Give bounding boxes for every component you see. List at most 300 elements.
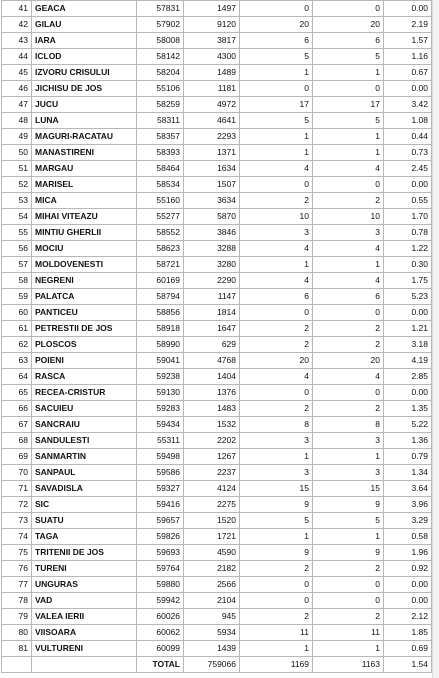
population-cell: 1483 — [184, 401, 240, 417]
row-index-cell: 76 — [2, 561, 32, 577]
percent-cell: 2.85 — [384, 369, 432, 385]
locality-name-cell: ICLOD — [32, 49, 137, 65]
row-index-cell: 68 — [2, 433, 32, 449]
siruta-code-cell: 58918 — [137, 321, 184, 337]
table-row — [2, 561, 432, 577]
locality-name-cell: SIC — [32, 497, 137, 513]
population-cell: 5870 — [184, 209, 240, 225]
count-a-cell: 2 — [240, 337, 313, 353]
table-row — [2, 17, 432, 33]
siruta-code-cell: 58794 — [137, 289, 184, 305]
count-a-cell: 2 — [240, 609, 313, 625]
count-b-cell: 17 — [313, 97, 384, 113]
population-cell: 1814 — [184, 305, 240, 321]
locality-name-cell: MARISEL — [32, 177, 137, 193]
count-a-cell: 0 — [240, 1, 313, 17]
count-a-cell: 1 — [240, 529, 313, 545]
count-a-cell: 6 — [240, 33, 313, 49]
row-index-cell: 47 — [2, 97, 32, 113]
population-cell: 2104 — [184, 593, 240, 609]
siruta-code-cell: 58142 — [137, 49, 184, 65]
count-a-cell: 0 — [240, 577, 313, 593]
count-b-cell: 4 — [313, 241, 384, 257]
population-cell: 4768 — [184, 353, 240, 369]
count-a-cell: 9 — [240, 497, 313, 513]
locality-name-cell: SANDULESTI — [32, 433, 137, 449]
count-b-cell: 11 — [313, 625, 384, 641]
total-percent: 1.54 — [384, 657, 432, 673]
row-index-cell: 74 — [2, 529, 32, 545]
table-row — [2, 609, 432, 625]
count-b-cell: 8 — [313, 417, 384, 433]
locality-name-cell: JICHISU DE JOS — [32, 81, 137, 97]
population-cell: 5934 — [184, 625, 240, 641]
siruta-code-cell: 58259 — [137, 97, 184, 113]
siruta-code-cell: 58311 — [137, 113, 184, 129]
row-index-cell: 45 — [2, 65, 32, 81]
table-row — [2, 465, 432, 481]
count-a-cell: 3 — [240, 225, 313, 241]
row-index-cell: 66 — [2, 401, 32, 417]
row-index-cell: 46 — [2, 81, 32, 97]
percent-cell: 1.21 — [384, 321, 432, 337]
count-a-cell: 11 — [240, 625, 313, 641]
total-empty-cell — [32, 657, 137, 673]
locality-name-cell: UNGURAS — [32, 577, 137, 593]
siruta-code-cell: 59693 — [137, 545, 184, 561]
siruta-code-cell: 58856 — [137, 305, 184, 321]
count-b-cell: 0 — [313, 305, 384, 321]
percent-cell: 1.57 — [384, 33, 432, 49]
locality-name-cell: SANCRAIU — [32, 417, 137, 433]
locality-name-cell: IZVORU CRISULUI — [32, 65, 137, 81]
count-a-cell: 4 — [240, 369, 313, 385]
locality-name-cell: MOCIU — [32, 241, 137, 257]
count-a-cell: 10 — [240, 209, 313, 225]
locality-name-cell: IARA — [32, 33, 137, 49]
siruta-code-cell: 58204 — [137, 65, 184, 81]
siruta-code-cell: 58721 — [137, 257, 184, 273]
table-row — [2, 209, 432, 225]
total-population: 759066 — [184, 657, 240, 673]
row-index-cell: 53 — [2, 193, 32, 209]
row-index-cell: 64 — [2, 369, 32, 385]
percent-cell: 1.34 — [384, 465, 432, 481]
locality-name-cell: SUATU — [32, 513, 137, 529]
percent-cell: 2.45 — [384, 161, 432, 177]
locality-name-cell: TAGA — [32, 529, 137, 545]
row-index-cell: 43 — [2, 33, 32, 49]
locality-name-cell: TURENI — [32, 561, 137, 577]
percent-cell: 0.30 — [384, 257, 432, 273]
table-row — [2, 321, 432, 337]
siruta-code-cell: 59283 — [137, 401, 184, 417]
siruta-code-cell: 55106 — [137, 81, 184, 97]
locality-name-cell: GILAU — [32, 17, 137, 33]
total-row — [2, 657, 432, 673]
population-cell: 3817 — [184, 33, 240, 49]
locality-name-cell: SANPAUL — [32, 465, 137, 481]
row-index-cell: 81 — [2, 641, 32, 657]
count-b-cell: 20 — [313, 17, 384, 33]
row-index-cell: 50 — [2, 145, 32, 161]
locality-name-cell: MIHAI VITEAZU — [32, 209, 137, 225]
population-cell: 2293 — [184, 129, 240, 145]
count-a-cell: 5 — [240, 113, 313, 129]
count-a-cell: 0 — [240, 177, 313, 193]
siruta-code-cell: 55277 — [137, 209, 184, 225]
count-b-cell: 2 — [313, 561, 384, 577]
population-cell: 1147 — [184, 289, 240, 305]
table-row — [2, 417, 432, 433]
percent-cell: 0.00 — [384, 577, 432, 593]
total-label: TOTAL — [137, 657, 184, 673]
locality-name-cell: LUNA — [32, 113, 137, 129]
table-row — [2, 481, 432, 497]
locality-name-cell: VALEA IERII — [32, 609, 137, 625]
locality-name-cell: MINTIU GHERLII — [32, 225, 137, 241]
locality-name-cell: PANTICEU — [32, 305, 137, 321]
count-a-cell: 2 — [240, 193, 313, 209]
population-cell: 3634 — [184, 193, 240, 209]
row-index-cell: 41 — [2, 1, 32, 17]
count-b-cell: 0 — [313, 1, 384, 17]
count-b-cell: 2 — [313, 337, 384, 353]
count-b-cell: 0 — [313, 577, 384, 593]
count-b-cell: 4 — [313, 273, 384, 289]
siruta-code-cell: 59327 — [137, 481, 184, 497]
total-col-b: 1163 — [313, 657, 384, 673]
locality-name-cell: PLOSCOS — [32, 337, 137, 353]
count-b-cell: 3 — [313, 465, 384, 481]
count-b-cell: 5 — [313, 49, 384, 65]
locality-name-cell: PETRESTII DE JOS — [32, 321, 137, 337]
locality-name-cell: NEGRENI — [32, 273, 137, 289]
table-row — [2, 1, 432, 17]
table-row — [2, 625, 432, 641]
table-row — [2, 177, 432, 193]
table-row — [2, 305, 432, 321]
row-index-cell: 63 — [2, 353, 32, 369]
table-row — [2, 129, 432, 145]
percent-cell: 0.58 — [384, 529, 432, 545]
siruta-code-cell: 55160 — [137, 193, 184, 209]
count-a-cell: 1 — [240, 257, 313, 273]
count-a-cell: 1 — [240, 145, 313, 161]
siruta-code-cell: 59826 — [137, 529, 184, 545]
total-empty-cell — [2, 657, 32, 673]
population-cell: 2237 — [184, 465, 240, 481]
row-index-cell: 72 — [2, 497, 32, 513]
count-b-cell: 1 — [313, 65, 384, 81]
table-row — [2, 545, 432, 561]
table-body — [2, 1, 432, 657]
locality-name-cell: GEACA — [32, 1, 137, 17]
siruta-code-cell: 60062 — [137, 625, 184, 641]
population-cell: 4124 — [184, 481, 240, 497]
count-b-cell: 20 — [313, 353, 384, 369]
population-cell: 629 — [184, 337, 240, 353]
row-index-cell: 48 — [2, 113, 32, 129]
siruta-code-cell: 59498 — [137, 449, 184, 465]
row-index-cell: 44 — [2, 49, 32, 65]
table-row — [2, 449, 432, 465]
row-index-cell: 65 — [2, 385, 32, 401]
total-col-a: 1169 — [240, 657, 313, 673]
table-row — [2, 145, 432, 161]
table-row — [2, 289, 432, 305]
count-a-cell: 3 — [240, 433, 313, 449]
population-cell: 2182 — [184, 561, 240, 577]
locality-name-cell: JUCU — [32, 97, 137, 113]
percent-cell: 2.19 — [384, 17, 432, 33]
count-a-cell: 4 — [240, 241, 313, 257]
table-row — [2, 529, 432, 545]
percent-cell: 1.75 — [384, 273, 432, 289]
row-index-cell: 70 — [2, 465, 32, 481]
locality-name-cell: SACUIEU — [32, 401, 137, 417]
count-b-cell: 3 — [313, 225, 384, 241]
population-cell: 1404 — [184, 369, 240, 385]
count-b-cell: 1 — [313, 257, 384, 273]
count-a-cell: 5 — [240, 49, 313, 65]
count-a-cell: 6 — [240, 289, 313, 305]
siruta-code-cell: 59238 — [137, 369, 184, 385]
count-a-cell: 15 — [240, 481, 313, 497]
locality-name-cell: MAGURI-RACATAU — [32, 129, 137, 145]
row-index-cell: 54 — [2, 209, 32, 225]
percent-cell: 3.96 — [384, 497, 432, 513]
count-b-cell: 0 — [313, 593, 384, 609]
row-index-cell: 55 — [2, 225, 32, 241]
siruta-code-cell: 58623 — [137, 241, 184, 257]
locality-name-cell: RASCA — [32, 369, 137, 385]
siruta-code-cell: 59764 — [137, 561, 184, 577]
table-row — [2, 113, 432, 129]
population-cell: 1371 — [184, 145, 240, 161]
table-row — [2, 225, 432, 241]
locality-name-cell: VAD — [32, 593, 137, 609]
count-b-cell: 2 — [313, 193, 384, 209]
population-cell: 2290 — [184, 273, 240, 289]
population-cell: 945 — [184, 609, 240, 625]
count-a-cell: 2 — [240, 401, 313, 417]
siruta-code-cell: 59434 — [137, 417, 184, 433]
row-index-cell: 78 — [2, 593, 32, 609]
row-index-cell: 56 — [2, 241, 32, 257]
count-b-cell: 0 — [313, 177, 384, 193]
percent-cell: 1.70 — [384, 209, 432, 225]
population-cell: 3288 — [184, 241, 240, 257]
row-index-cell: 60 — [2, 305, 32, 321]
population-cell: 1439 — [184, 641, 240, 657]
count-b-cell: 0 — [313, 385, 384, 401]
count-b-cell: 15 — [313, 481, 384, 497]
percent-cell: 0.78 — [384, 225, 432, 241]
percent-cell: 0.92 — [384, 561, 432, 577]
locality-name-cell: MANASTIRENI — [32, 145, 137, 161]
population-cell: 2275 — [184, 497, 240, 513]
table-row — [2, 577, 432, 593]
percent-cell: 2.12 — [384, 609, 432, 625]
locality-name-cell: SANMARTIN — [32, 449, 137, 465]
row-index-cell: 59 — [2, 289, 32, 305]
percent-cell: 0.00 — [384, 305, 432, 321]
siruta-code-cell: 58534 — [137, 177, 184, 193]
count-b-cell: 6 — [313, 289, 384, 305]
row-index-cell: 62 — [2, 337, 32, 353]
percent-cell: 5.22 — [384, 417, 432, 433]
population-cell: 1634 — [184, 161, 240, 177]
count-b-cell: 2 — [313, 401, 384, 417]
siruta-code-cell: 59130 — [137, 385, 184, 401]
count-a-cell: 2 — [240, 561, 313, 577]
siruta-code-cell: 59586 — [137, 465, 184, 481]
table-row — [2, 337, 432, 353]
count-a-cell: 0 — [240, 385, 313, 401]
locality-name-cell: MARGAU — [32, 161, 137, 177]
count-a-cell: 1 — [240, 449, 313, 465]
window-edge — [432, 0, 439, 678]
count-a-cell: 0 — [240, 81, 313, 97]
count-b-cell: 5 — [313, 113, 384, 129]
siruta-code-cell: 59942 — [137, 593, 184, 609]
siruta-code-cell: 58008 — [137, 33, 184, 49]
count-a-cell: 0 — [240, 305, 313, 321]
percent-cell: 1.85 — [384, 625, 432, 641]
percent-cell: 0.79 — [384, 449, 432, 465]
row-index-cell: 52 — [2, 177, 32, 193]
locality-name-cell: TRITENII DE JOS — [32, 545, 137, 561]
row-index-cell: 71 — [2, 481, 32, 497]
population-cell: 2202 — [184, 433, 240, 449]
row-index-cell: 80 — [2, 625, 32, 641]
table-row — [2, 433, 432, 449]
row-index-cell: 57 — [2, 257, 32, 273]
row-index-cell: 67 — [2, 417, 32, 433]
percent-cell: 3.29 — [384, 513, 432, 529]
count-a-cell: 20 — [240, 17, 313, 33]
percent-cell: 1.36 — [384, 433, 432, 449]
table-row — [2, 65, 432, 81]
locality-name-cell: VULTURENI — [32, 641, 137, 657]
count-a-cell: 1 — [240, 129, 313, 145]
count-a-cell: 2 — [240, 321, 313, 337]
table-row — [2, 241, 432, 257]
table-row — [2, 353, 432, 369]
count-a-cell: 1 — [240, 641, 313, 657]
population-cell: 4641 — [184, 113, 240, 129]
count-b-cell: 0 — [313, 81, 384, 97]
percent-cell: 1.22 — [384, 241, 432, 257]
population-cell: 1376 — [184, 385, 240, 401]
count-b-cell: 2 — [313, 609, 384, 625]
table-row — [2, 257, 432, 273]
row-index-cell: 51 — [2, 161, 32, 177]
table-row — [2, 273, 432, 289]
siruta-code-cell: 59657 — [137, 513, 184, 529]
percent-cell: 0.73 — [384, 145, 432, 161]
percent-cell: 1.16 — [384, 49, 432, 65]
percent-cell: 0.00 — [384, 1, 432, 17]
percent-cell: 1.08 — [384, 113, 432, 129]
table-row — [2, 593, 432, 609]
siruta-code-cell: 59416 — [137, 497, 184, 513]
population-cell: 3280 — [184, 257, 240, 273]
count-b-cell: 9 — [313, 497, 384, 513]
locality-name-cell: MOLDOVENESTI — [32, 257, 137, 273]
percent-cell: 0.67 — [384, 65, 432, 81]
percent-cell: 4.19 — [384, 353, 432, 369]
locality-name-cell: SAVADISLA — [32, 481, 137, 497]
table-row — [2, 193, 432, 209]
percent-cell: 0.69 — [384, 641, 432, 657]
count-a-cell: 5 — [240, 513, 313, 529]
population-cell: 1721 — [184, 529, 240, 545]
siruta-code-cell: 60099 — [137, 641, 184, 657]
count-a-cell: 4 — [240, 161, 313, 177]
population-cell: 1497 — [184, 1, 240, 17]
count-b-cell: 3 — [313, 433, 384, 449]
siruta-code-cell: 58393 — [137, 145, 184, 161]
count-a-cell: 1 — [240, 65, 313, 81]
siruta-code-cell: 57902 — [137, 17, 184, 33]
table-row — [2, 33, 432, 49]
population-cell: 1532 — [184, 417, 240, 433]
population-cell: 4972 — [184, 97, 240, 113]
percent-cell: 0.00 — [384, 593, 432, 609]
row-index-cell: 49 — [2, 129, 32, 145]
siruta-code-cell: 57831 — [137, 1, 184, 17]
population-cell: 4590 — [184, 545, 240, 561]
siruta-code-cell: 58464 — [137, 161, 184, 177]
row-index-cell: 77 — [2, 577, 32, 593]
siruta-code-cell: 55311 — [137, 433, 184, 449]
siruta-code-cell: 59880 — [137, 577, 184, 593]
row-index-cell: 61 — [2, 321, 32, 337]
count-b-cell: 1 — [313, 145, 384, 161]
table-row — [2, 401, 432, 417]
count-a-cell: 8 — [240, 417, 313, 433]
table-row — [2, 97, 432, 113]
siruta-code-cell: 60026 — [137, 609, 184, 625]
table-row — [2, 49, 432, 65]
locality-name-cell: MICA — [32, 193, 137, 209]
count-a-cell: 17 — [240, 97, 313, 113]
table-row — [2, 161, 432, 177]
row-index-cell: 58 — [2, 273, 32, 289]
table-row — [2, 497, 432, 513]
population-cell: 1507 — [184, 177, 240, 193]
count-a-cell: 20 — [240, 353, 313, 369]
siruta-code-cell: 60169 — [137, 273, 184, 289]
count-b-cell: 4 — [313, 369, 384, 385]
count-a-cell: 4 — [240, 273, 313, 289]
row-index-cell: 73 — [2, 513, 32, 529]
population-cell: 1181 — [184, 81, 240, 97]
siruta-code-cell: 59041 — [137, 353, 184, 369]
table-row — [2, 641, 432, 657]
percent-cell: 0.00 — [384, 81, 432, 97]
count-b-cell: 1 — [313, 529, 384, 545]
row-index-cell: 69 — [2, 449, 32, 465]
percent-cell: 0.00 — [384, 177, 432, 193]
percent-cell: 1.96 — [384, 545, 432, 561]
population-cell: 4300 — [184, 49, 240, 65]
siruta-code-cell: 58552 — [137, 225, 184, 241]
percent-cell: 5.23 — [384, 289, 432, 305]
population-cell: 3846 — [184, 225, 240, 241]
